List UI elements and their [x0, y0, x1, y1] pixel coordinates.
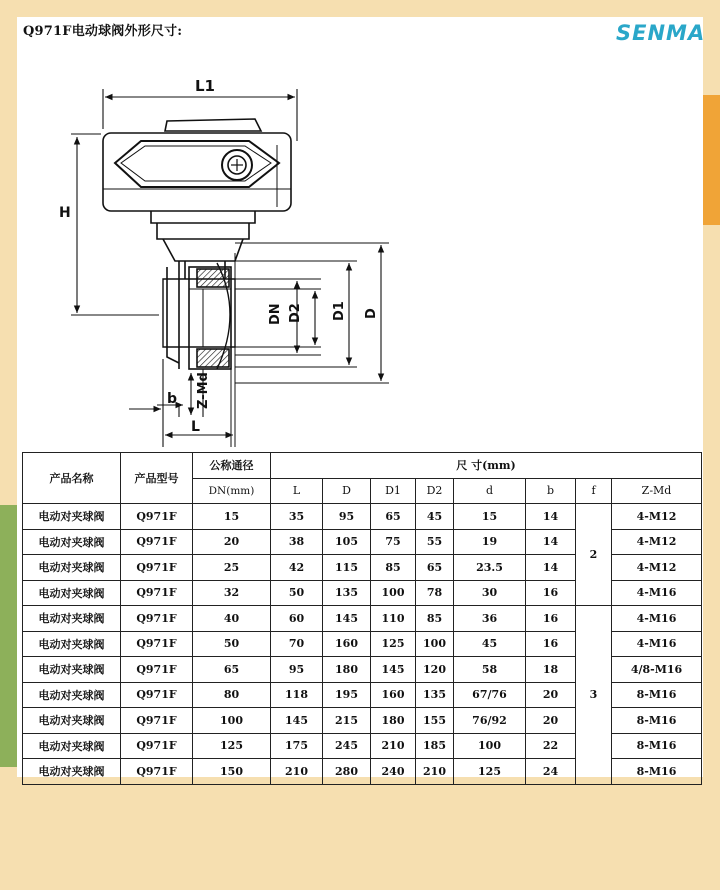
header-col-d: d — [454, 478, 526, 504]
cell-model: Q971F — [121, 504, 193, 530]
cell-dn: 80 — [193, 682, 271, 708]
cell-d: 280 — [323, 759, 371, 785]
cell-d: 100 — [454, 733, 526, 759]
cell-dn: 25 — [193, 555, 271, 581]
header-name: 产品名称 — [23, 453, 121, 504]
cell-name: 电动对夹球阀 — [23, 759, 121, 785]
cell-d: 19 — [454, 529, 526, 555]
cell-l: 38 — [271, 529, 323, 555]
cell-f: 2 — [576, 504, 612, 606]
brand-logo: SENMA — [616, 21, 706, 45]
cell-l: 60 — [271, 606, 323, 632]
table-body — [23, 504, 702, 785]
cell-d: 45 — [454, 631, 526, 657]
header-dims: 尺 寸(mm) — [271, 453, 702, 479]
table-header-row — [23, 453, 702, 479]
cell-d1: 100 — [371, 580, 416, 606]
header-dn-line1: 公称通径 — [193, 453, 271, 479]
cell-model: Q971F — [121, 733, 193, 759]
page-title: Q971F电动球阀外形尺寸: — [23, 24, 183, 39]
green-side-band — [0, 505, 17, 767]
cell-model: Q971F — [121, 708, 193, 734]
cell-d2: 185 — [416, 733, 454, 759]
cell-l: 210 — [271, 759, 323, 785]
cell-l: 42 — [271, 555, 323, 581]
cell-d1: 110 — [371, 606, 416, 632]
cell-dn: 150 — [193, 759, 271, 785]
cell-d: 36 — [454, 606, 526, 632]
cell-dn: 32 — [193, 580, 271, 606]
cell-d2: 210 — [416, 759, 454, 785]
header-model: 产品型号 — [121, 453, 193, 504]
cell-d2: 55 — [416, 529, 454, 555]
label-D2: D2 — [288, 303, 303, 323]
cell-d1: 65 — [371, 504, 416, 530]
cell-l: 50 — [271, 580, 323, 606]
cell-d: 215 — [323, 708, 371, 734]
cell-z-md: 4-M12 — [612, 555, 702, 581]
cell-name: 电动对夹球阀 — [23, 504, 121, 530]
cell-b: 16 — [526, 580, 576, 606]
label-D: D — [364, 308, 379, 319]
label-b: b — [167, 391, 178, 407]
cell-dn: 125 — [193, 733, 271, 759]
cell-z-md: 4-M16 — [612, 580, 702, 606]
header-col-b: b — [526, 478, 576, 504]
label-D1: D1 — [332, 301, 347, 321]
cell-d2: 120 — [416, 657, 454, 683]
header-col-f: f — [576, 478, 612, 504]
cell-d2: 78 — [416, 580, 454, 606]
cell-d2: 155 — [416, 708, 454, 734]
cell-d: 195 — [323, 682, 371, 708]
cell-model: Q971F — [121, 580, 193, 606]
cell-name: 电动对夹球阀 — [23, 529, 121, 555]
cell-l: 175 — [271, 733, 323, 759]
cell-d: 160 — [323, 631, 371, 657]
cell-d1: 75 — [371, 529, 416, 555]
actuator — [103, 119, 291, 211]
cell-z-md: 4-M16 — [612, 606, 702, 632]
header-col-Z-Md: Z-Md — [612, 478, 702, 504]
cell-dn: 15 — [193, 504, 271, 530]
cell-d1: 85 — [371, 555, 416, 581]
cell-d: 67/76 — [454, 682, 526, 708]
cell-d1: 180 — [371, 708, 416, 734]
cell-b: 14 — [526, 529, 576, 555]
cell-model: Q971F — [121, 657, 193, 683]
cell-z-md: 4/8-M16 — [612, 657, 702, 683]
cell-b: 24 — [526, 759, 576, 785]
cell-d1: 160 — [371, 682, 416, 708]
cell-d: 15 — [454, 504, 526, 530]
cell-dn: 100 — [193, 708, 271, 734]
cell-model: Q971F — [121, 759, 193, 785]
cell-f: 3 — [576, 606, 612, 785]
label-L1: L1 — [195, 77, 215, 95]
cell-b: 20 — [526, 708, 576, 734]
header-col-D2: D2 — [416, 478, 454, 504]
cell-b: 20 — [526, 682, 576, 708]
label-L: L — [191, 419, 200, 435]
valve-drawing — [17, 17, 706, 452]
cell-z-md: 8-M16 — [612, 682, 702, 708]
cell-model: Q971F — [121, 682, 193, 708]
dimension-table — [22, 452, 702, 785]
cell-d2: 100 — [416, 631, 454, 657]
cell-name: 电动对夹球阀 — [23, 708, 121, 734]
cell-d: 180 — [323, 657, 371, 683]
cell-d: 95 — [323, 504, 371, 530]
cell-b: 16 — [526, 631, 576, 657]
cell-d2: 85 — [416, 606, 454, 632]
cell-name: 电动对夹球阀 — [23, 631, 121, 657]
cell-name: 电动对夹球阀 — [23, 657, 121, 683]
cell-d1: 145 — [371, 657, 416, 683]
cell-l: 70 — [271, 631, 323, 657]
cell-d: 125 — [454, 759, 526, 785]
table-row — [23, 504, 702, 530]
cell-name: 电动对夹球阀 — [23, 682, 121, 708]
cell-b: 14 — [526, 504, 576, 530]
orange-side-band — [703, 95, 720, 225]
cell-dn: 20 — [193, 529, 271, 555]
cell-name: 电动对夹球阀 — [23, 606, 121, 632]
cell-dn: 40 — [193, 606, 271, 632]
cell-model: Q971F — [121, 555, 193, 581]
cell-b: 22 — [526, 733, 576, 759]
cell-d: 245 — [323, 733, 371, 759]
label-Z-Md: Z-Md — [196, 372, 211, 409]
cell-dn: 65 — [193, 657, 271, 683]
cell-d: 23.5 — [454, 555, 526, 581]
cell-l: 145 — [271, 708, 323, 734]
cell-z-md: 4-M12 — [612, 529, 702, 555]
cell-b: 14 — [526, 555, 576, 581]
header-col-L: L — [271, 478, 323, 504]
cell-z-md: 8-M16 — [612, 733, 702, 759]
table-row — [23, 606, 702, 632]
spec-sheet — [17, 17, 706, 779]
header-col-D1: D1 — [371, 478, 416, 504]
cell-d: 105 — [323, 529, 371, 555]
cell-z-md: 4-M16 — [612, 631, 702, 657]
cell-b: 16 — [526, 606, 576, 632]
cell-z-md: 4-M12 — [612, 504, 702, 530]
cell-d: 135 — [323, 580, 371, 606]
cell-l: 118 — [271, 682, 323, 708]
cell-d1: 240 — [371, 759, 416, 785]
cell-d: 58 — [454, 657, 526, 683]
cell-d2: 135 — [416, 682, 454, 708]
cell-d: 145 — [323, 606, 371, 632]
cell-dn: 50 — [193, 631, 271, 657]
cell-name: 电动对夹球阀 — [23, 555, 121, 581]
label-DN: DN — [268, 303, 283, 325]
header-dn-line2: DN(mm) — [193, 478, 271, 504]
cell-model: Q971F — [121, 529, 193, 555]
valve-body — [163, 253, 235, 447]
cell-model: Q971F — [121, 606, 193, 632]
cell-d1: 210 — [371, 733, 416, 759]
cell-name: 电动对夹球阀 — [23, 580, 121, 606]
cell-d: 30 — [454, 580, 526, 606]
cell-z-md: 8-M16 — [612, 759, 702, 785]
label-H: H — [59, 205, 71, 221]
header-col-D: D — [323, 478, 371, 504]
cell-d: 76/92 — [454, 708, 526, 734]
cell-l: 95 — [271, 657, 323, 683]
cell-d2: 45 — [416, 504, 454, 530]
cell-b: 18 — [526, 657, 576, 683]
cell-name: 电动对夹球阀 — [23, 733, 121, 759]
cell-z-md: 8-M16 — [612, 708, 702, 734]
cell-l: 35 — [271, 504, 323, 530]
cell-d1: 125 — [371, 631, 416, 657]
cell-d: 115 — [323, 555, 371, 581]
cell-d2: 65 — [416, 555, 454, 581]
cell-model: Q971F — [121, 631, 193, 657]
